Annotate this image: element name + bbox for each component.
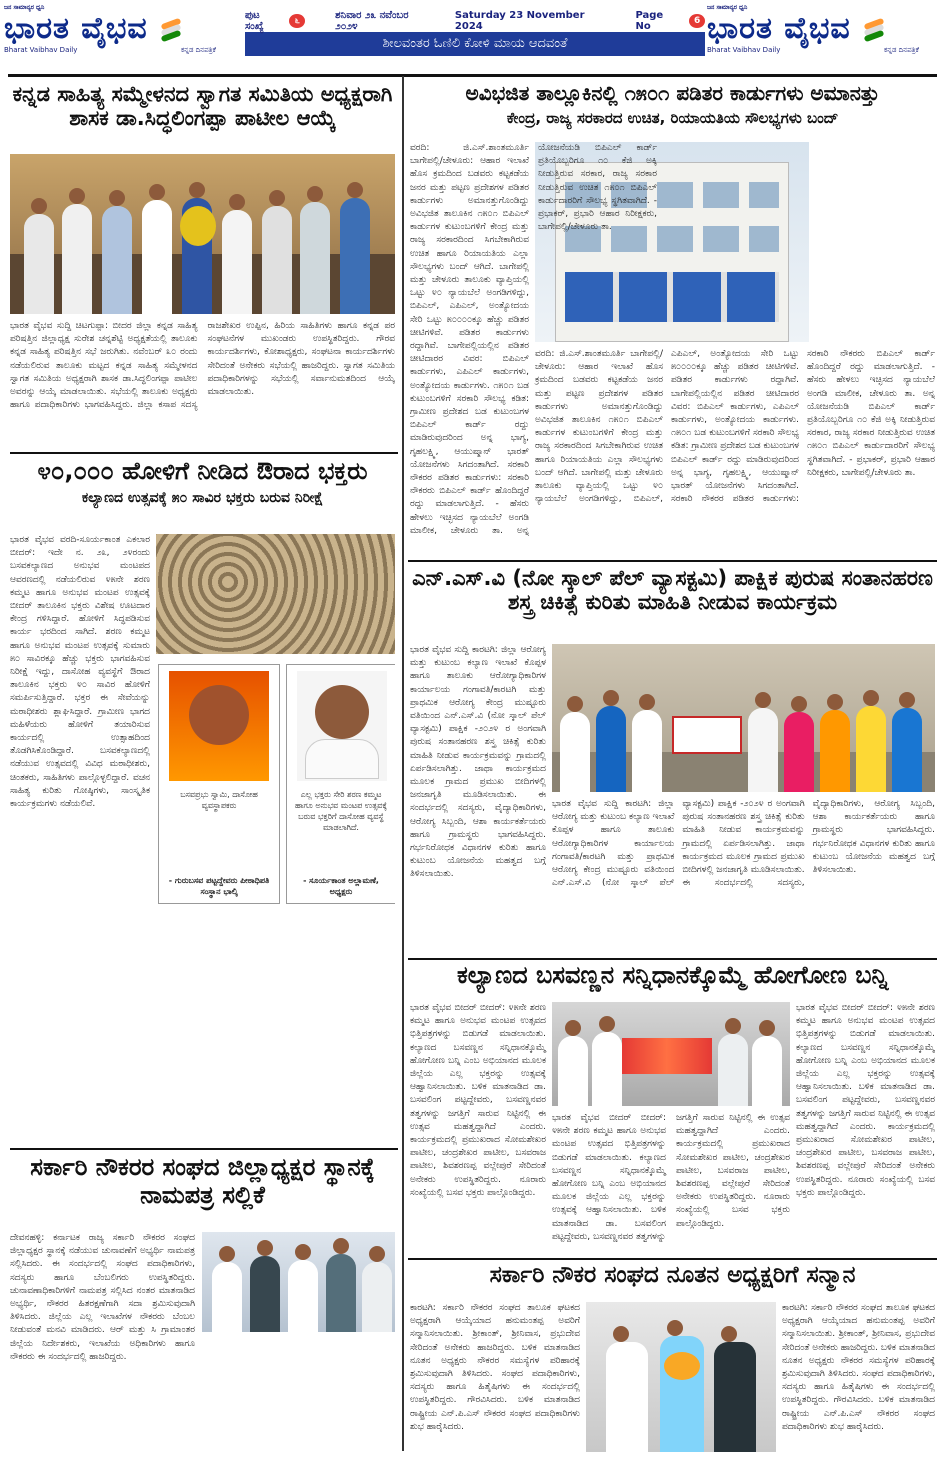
section-rule [10, 452, 398, 454]
article-body-left: ಕಾರಟಗಿ: ಸರ್ಕಾರಿ ನೌಕರರ ಸಂಘದ ತಾಲೂಕ ಘಟಕದ ಅಧ್ಯಕ್ಷರಾಗಿ ಆಯ್ಕೆಯಾದ ಹನುಮಂತಪ್ಪ ಅವರಿಗೆ ಸನ್ಮಾನಿಸಲಾಯಿತು. ಶ್ರೀಕಾಂತ್, ಶ್ರೀನಿವಾಸ, ಪ್ರಭುದೇವ ಸೇರಿದಂತೆ ಅನೇಕರು ಹಾಜರಿದ್ದರು. ಬಳಿಕ ಮಾತನಾಡಿದ ನೂತನ ಅಧ್ಯಕ್ಷರು ನೌಕರರ ಸಮಸ್ಯೆಗಳ ಪರಿಹಾರಕ್ಕೆ ಶ್ರಮಿಸುವುದಾಗಿ ತಿಳಿಸಿದರು. ಸಂಘದ ಪದಾಧಿಕಾರಿಗಳು, ಸದಸ್ಯರು ಹಾಗೂ ಹಿತೈಷಿಗಳು ಈ ಸಂದರ್ಭದಲ್ಲಿ ಉಪಸ್ಥಿತರಿದ್ದರು. ಗೌರವಿಸಿದರು. ಬಳಿಕ ಮಾತನಾಡಿದ ರಾಷ್ಟ್ರೀಯ ಎನ್.ಪಿ.ಎಸ್ ನೌಕರರ ಸಂಘದ ಪದಾಧಿಕಾರಿಗಳು ಶುಭ ಹಾರೈಸಿದರು. [410, 1303, 580, 1432]
headline: ಕನ್ನಡ ಸಾಹಿತ್ಯ ಸಮ್ಮೇಳನದ ಸ್ವಾಗತ ಸಮಿತಿಯ ಅಧ್ಯಕ್ಷರಾಗಿ ಶಾಸಕ ಡಾ.ಸಿದ್ಧಲಿಂಗಪ್ಪಾ ಪಾಟೀಲ ಆಯ್ಕೆ [12, 82, 393, 131]
subhead: ಕೇಂದ್ರ, ರಾಜ್ಯ ಸರಕಾರದ ಉಚಿತ, ರಿಯಾಯತಿಯ ಸೌಲಭ್ಯಗಳು ಬಂದ್ [506, 109, 839, 127]
date-kn: ಶನಿವಾರ ೨೩ ನವೆಂಬರ ೨೦೨೪ [335, 10, 409, 32]
article-body: ಭಾರತ ವೈಭವ ಸುದ್ದಿ ಚಿಟಗುಪ್ಪಾ: ಬೀದರ ಜಿಲ್ಲಾ ಕನ್ನಡ ಸಾಹಿತ್ಯ ಪರಿಷತ್ತಿನ ಜಿಲ್ಲಾಧ್ಯಕ್ಷ ಸುರೇಶ ಚನ್ನಶೆಟ್ಟಿ ಅಧ್ಯಕ್ಷತೆಯಲ್ಲಿ ತಾಲೂಕು ಕನ್ನಡ ಸಾಹಿತ್ಯ ಪರಿಷತ್ತಿನ ಸಭೆ ಜರುಗಿತು. ನವೆಂಬರ್ ೩೦ ರಂದು ನಡೆಯಲಿರುವ ತಾಲೂಕು ಮಟ್ಟದ ಕನ್ನಡ ಸಾಹಿತ್ಯ ಸಮ್ಮೇಳನದ ಸ್ವಾಗತ ಸಮಿತಿಯ ಅಧ್ಯಕ್ಷರಾಗಿ ಶಾಸಕ ಡಾ.ಸಿದ್ಧಲಿಂಗಪ್ಪಾ ಪಾಟೀಲ ಅವರನ್ನು ಆಯ್ಕೆ ಮಾಡಲಾಯಿತು. ಸಭೆಯಲ್ಲಿ ತಾಲೂಕು ಅಧ್ಯಕ್ಷರು ಹಾಗೂ ಪದಾಧಿಕಾರಿಗಳು ಭಾಗವಹಿಸಿದ್ದರು. ಜಿಲ್ಲಾ ಕಸಾಪ ಸದಸ್ಯ ರಾಜಶೇಖರ ಉಪ್ಪಿನ, ಹಿರಿಯ ಸಾಹಿತಿಗಳು ಹಾಗೂ ಕನ್ನಡ ಪರ ಸಂಘಟನೆಗಳ ಮುಖಂಡರು ಉಪಸ್ಥಿತರಿದ್ದರು. ಗೌರವ ಕಾರ್ಯದರ್ಶಿಗಳು, ಕೋಶಾಧ್ಯಕ್ಷರು, ಸಂಘಟನಾ ಕಾರ್ಯದರ್ಶಿಗಳು ಸೇರಿದಂತೆ ಅನೇಕರು ಸಭೆಯಲ್ಲಿ ಹಾಜರಿದ್ದರು. ಸ್ವಾಗತ ಸಮಿತಿಯ ಪದಾಧಿಕಾರಿಗಳನ್ನು ಸಭೆಯಲ್ಲಿ ಸರ್ವಾನುಮತದಿಂದ ಆಯ್ಕೆ ಮಾಡಲಾಯಿತು. [10, 321, 395, 411]
photo-nomination [202, 1232, 395, 1332]
caption-president: ಎಲ್ಲ ಭಕ್ತರು ಸೇರಿ ಶರಣ ಕಮ್ಮಟ ಹಾಗೂ ಅನುಭವ ಮಂಟಪ ಉತ್ಸವಕ್ಕೆ ಬರುವ ಭಕ್ತರಿಗೆ ದಾಸೋಹ ವ್ಯವಸ್ಥೆ ಮಾಡಲಾಗಿದೆ. [294, 790, 388, 832]
masthead-rule [8, 74, 937, 77]
date-en: Saturday 23 November 2024 [454, 10, 585, 32]
issue-info [245, 10, 705, 32]
article-felicitation-president [410, 1262, 935, 1454]
logo-tagline: ಜನ ಸಾಮಾನ್ಯರ ಧ್ವನಿ [4, 4, 45, 11]
headline: ೪೦,೦೦೦ ಹೋಳಿಗೆ ನೀಡಿದ ಔರಾದ ಭಕ್ತರು [37, 458, 368, 485]
article-kalyana-basavanna [410, 962, 935, 1254]
section-rule [408, 1258, 937, 1260]
logo-sub-en-right: Bharat Vaibhav Daily [707, 46, 781, 54]
date-band [245, 10, 705, 56]
page-number-en: 6 [689, 14, 705, 28]
tagline-strip: ಶೀಲವಂತರ ಓಣಿಲಿ ಕೋಳಿ ಮಾಯ ಆದವಂತೆ [245, 32, 705, 56]
article-body-continued: ವರದಿ: ಜಿ.ಎಸ್.ಶಾಂತಮೂರ್ತಿ ಬಾಗೇಪಲ್ಲಿ/ಚೇಳೂರು: ಆಹಾರ ಇಲಾಖೆ ಹೊಸ ಕ್ರಮದಿಂದ ಬಡವರು ಕಟ್ಟಕಡೆಯ ಜನರ ಮತ್ತು ಪಟ್ಟಣ ಪ್ರದೇಶಗಳ ಪಡಿತರ ಕಾರ್ಡುಗಳು ಅಮಾನತ್ತುಗೊಂಡಿದ್ದು ಅವಿಭಜಿತ ತಾಲೂಕಿನ ೧೫೦೧ ಬಿಪಿಎಲ್ ಕಾರ್ಡುಗಳ ಕುಟುಂಬಗಳಿಗೆ ಕೇಂದ್ರ ಮತ್ತು ರಾಜ್ಯ ಸರಕಾರದಿಂದ ಸಿಗಬೇಕಾಗಿರುವ ಉಚಿತ ಹಾಗೂ ರಿಯಾಯತಿಯ ಎಲ್ಲಾ ಸೌಲಭ್ಯಗಳು ಬಂದ್ ಆಗಿದೆ. ಬಾಗೇಪಲ್ಲಿ ಮತ್ತು ಚೇಳೂರು ತಾಲೂಕು ವ್ಯಾಪ್ತಿಯಲ್ಲಿ ಒಟ್ಟು ೪೦ ನ್ಯಾಯಬೆಲೆ ಅಂಗಡಿಗಳಿದ್ದು, ಬಿಪಿಎಲ್, ಎಪಿಎಲ್, ಅಂತ್ಯೋದಯ ಸೇರಿ ಒಟ್ಟು ೫೦೦೦೦ಕ್ಕೂ ಹೆಚ್ಚು ಪಡಿತರ ಚೀಟಿಗಳಿವೆ. ಪಡಿತರ ಕಾರ್ಡುಗಳು ರದ್ದಾಗಿವೆ. ಬಾಗೇಪಲ್ಲಿಯಲ್ಲಿನ ಪಡಿತರ ಚೀಟಿದಾರರ ವಿವರ: ಬಿಪಿಎಲ್ ಕಾರ್ಡುಗಳು, ಎಪಿಎಲ್ ಕಾರ್ಡುಗಳು, ಅಂತ್ಯೋದಯ ಕಾರ್ಡುಗಳು. ೧೫೦೧ ಬಡ ಕುಟುಂಬಗಳಿಗೆ ಸರಕಾರಿ ಸೌಲಭ್ಯ ಕಡಿತ: ಗ್ರಾಮೀಣ ಪ್ರದೇಶದ ಬಡ ಕುಟುಂಬಗಳ ಬಿಪಿಎಲ್ ಕಾರ್ಡ್ ರದ್ದು ಮಾಡಿರುವುದರಿಂದ ಅನ್ನ ಭಾಗ್ಯ, ಗೃಹಲಕ್ಷ್ಮಿ, ಆಯುಷ್ಮಾನ್ ಭಾರತ್ ಯೋಜನೆಗಳು ಸಿಗದಂತಾಗಿದೆ. ಸರಕಾರಿ ನೌಕರರ ಪಡಿತರ ಕಾರ್ಡುಗಳು: ಸರಕಾರಿ ನೌಕರರು ಬಿಪಿಎಲ್ ಕಾರ್ಡ್ ಹೊಂದಿದ್ದರೆ ರದ್ದು ಮಾಡಲಾಗುತ್ತಿದೆ. - ಹೆಸರು ಹೇಳಲು ಇಚ್ಛಿಸದ ನ್ಯಾಯಬೆಲೆ ಅಂಗಡಿ ಮಾಲೀಕ, ಚೇಳೂರು ತಾ. ಅನ್ನ ಯೋಜನೆಯಡಿ ಬಿಪಿಎಲ್ ಕಾರ್ಡ್ ಪ್ರತಿಯೊಬ್ಬರಿಗೂ ೧೦ ಕೆಜಿ ಅಕ್ಕಿ ನೀಡುತ್ತಿರುವ ಸರಕಾರ, ರಾಜ್ಯ ಸರಕಾರ ನೀಡುತ್ತಿರುವ ಉಚಿತ ೧೫೦೧ ಬಿಪಿಎಲ್ ಕಾರ್ಡುದಾರರಿಗೆ ಸೌಲಭ್ಯ ಸ್ಥಗಿತವಾಗಿದೆ. - ಪ್ರಭಾಕರ್, ಪ್ರಭಾರಿ ಆಹಾರ ನಿರೀಕ್ಷಕರು, ಬಾಗೇಪಲ್ಲಿ/ಚೇಳೂರು ತಾ. [535, 349, 935, 505]
section-rule [10, 1148, 398, 1150]
profile-card-president [286, 664, 395, 904]
headline: ಎನ್.ಎಸ್.ವಿ (ನೋ ಸ್ಕಾಲ್ ಪೆಲ್ ವ್ಯಾಸಕ್ಟಮಿ) ಪಾಕ್ಷಿಕ ಪುರುಷ ಸಂತಾನಹರಣ ಶಸ್ತ್ರ ಚಿಕಿತ್ಸೆ ಕುರಿತು ಮಾಹಿತಿ ನೀಡುವ ಕಾರ್ಯಕ್ರಮ [412, 566, 933, 615]
logo-sub-en: Bharat Vaibhav Daily [4, 46, 78, 54]
photo-awareness-rally [552, 644, 935, 792]
headline: ಸರ್ಕಾರಿ ನೌಕರ ಸಂಘದ ನೂತನ ಅಧ್ಯಕ್ಷರಿಗೆ ಸನ್ಮಾನ [489, 1262, 856, 1288]
page-number-kn: ೬ [289, 14, 305, 28]
logo-left [4, 4, 236, 66]
article-nsv-vasectomy [410, 566, 935, 956]
logo-name-right [707, 12, 939, 46]
section-rule [408, 958, 937, 960]
logo-name-text: ಭಾರತ ವೈಭವ [4, 11, 148, 46]
article-body-continued: ಭಾರತ ವೈಭವ ಬೀದರ್ ಬೀದರ್: ೪೫ನೇ ಶರಣ ಕಮ್ಮಟ ಹಾಗೂ ಅನುಭವ ಮಂಟಪ ಉತ್ಸವದ ಭಿತ್ತಿಪತ್ರಗಳನ್ನು ಬಿಡುಗಡೆ ಮಾಡಲಾಯಿತು. ಕಲ್ಯಾಣದ ಬಸವಣ್ಣನ ಸನ್ನಿಧಾನಕ್ಕೊಮ್ಮೆ ಹೋಗೋಣ ಬನ್ನಿ ಎಂಬ ಅಭಿಯಾನದ ಮೂಲಕ ಜಿಲ್ಲೆಯ ಎಲ್ಲ ಭಕ್ತರನ್ನು ಉತ್ಸವಕ್ಕೆ ಆಹ್ವಾನಿಸಲಾಯಿತು. ಬಳಿಕ ಮಾತನಾಡಿದ ಡಾ. ಬಸವಲಿಂಗ ಪಟ್ಟದ್ದೇವರು, ಬಸವಣ್ಣನವರ ತತ್ವಗಳನ್ನು ಜಗತ್ತಿಗೆ ಸಾರುವ ನಿಟ್ಟಿನಲ್ಲಿ ಈ ಉತ್ಸವ ಮಹತ್ವದ್ದಾಗಿದೆ ಎಂದರು. ಕಾರ್ಯಕ್ರಮದಲ್ಲಿ ಪ್ರಮುಖರಾದ ಸೋಮಶೇಖರ ಪಾಟೀಲ, ಚಂದ್ರಶೇಖರ ಪಾಟೀಲ, ಬಸವರಾಜ ಪಾಟೀಲ, ಶಿವಶರಣಪ್ಪ ವಲ್ಲೇಪುರೆ ಸೇರಿದಂತೆ ಅನೇಕರು ಉಪಸ್ಥಿತರಿದ್ದರು. ನೂರಾರು ಸಂಖ್ಯೆಯಲ್ಲಿ ಬಸವ ಭಕ್ತರು ಪಾಲ್ಗೊಂಡಿದ್ದರು. [552, 1113, 790, 1242]
photo-group-felicitation [10, 154, 395, 314]
photo-poster-release [552, 1002, 790, 1106]
profile-card-swamiji [158, 664, 280, 904]
subhead: ಕಲ್ಯಾಣದ ಉತ್ಸವಕ್ಕೆ ೫೦ ಸಾವಿರ ಭಕ್ತರು ಬರುವ ನಿರೀಕ್ಷೆ [81, 490, 324, 506]
article-sahitya-sammelana [10, 82, 395, 450]
article-body-left: ವರದಿ: ಜಿ.ಎಸ್.ಶಾಂತಮೂರ್ತಿ ಬಾಗೇಪಲ್ಲಿ/ಚೇಳೂರು: ಆಹಾರ ಇಲಾಖೆ ಹೊಸ ಕ್ರಮದಿಂದ ಬಡವರು ಕಟ್ಟಕಡೆಯ ಜನರ ಮತ್ತು ಪಟ್ಟಣ ಪ್ರದೇಶಗಳ ಪಡಿತರ ಕಾರ್ಡುಗಳು ಅಮಾನತ್ತುಗೊಂಡಿದ್ದು ಅವಿಭಜಿತ ತಾಲೂಕಿನ ೧೫೦೧ ಬಿಪಿಎಲ್ ಕಾರ್ಡುಗಳ ಕುಟುಂಬಗಳಿಗೆ ಕೇಂದ್ರ ಮತ್ತು ರಾಜ್ಯ ಸರಕಾರದಿಂದ ಸಿಗಬೇಕಾಗಿರುವ ಉಚಿತ ಹಾಗೂ ರಿಯಾಯತಿಯ ಎಲ್ಲಾ ಸೌಲಭ್ಯಗಳು ಬಂದ್ ಆಗಿದೆ. ಬಾಗೇಪಲ್ಲಿ ಮತ್ತು ಚೇಳೂರು ತಾಲೂಕು ವ್ಯಾಪ್ತಿಯಲ್ಲಿ ಒಟ್ಟು ೪೦ ನ್ಯಾಯಬೆಲೆ ಅಂಗಡಿಗಳಿದ್ದು, ಬಿಪಿಎಲ್, ಎಪಿಎಲ್, ಅಂತ್ಯೋದಯ ಸೇರಿ ಒಟ್ಟು ೫೦೦೦೦ಕ್ಕೂ ಹೆಚ್ಚು ಪಡಿತರ ಚೀಟಿಗಳಿವೆ. ಪಡಿತರ ಕಾರ್ಡುಗಳು ರದ್ದಾಗಿವೆ. ಬಾಗೇಪಲ್ಲಿಯಲ್ಲಿನ ಪಡಿತರ ಚೀಟಿದಾರರ ವಿವರ: ಬಿಪಿಎಲ್ ಕಾರ್ಡುಗಳು, ಎಪಿಎಲ್ ಕಾರ್ಡುಗಳು, ಅಂತ್ಯೋದಯ ಕಾರ್ಡುಗಳು. ೧೫೦೧ ಬಡ ಕುಟುಂಬಗಳಿಗೆ ಸರಕಾರಿ ಸೌಲಭ್ಯ ಕಡಿತ: ಗ್ರಾಮೀಣ ಪ್ರದೇಶದ ಬಡ ಕುಟುಂಬಗಳ ಬಿಪಿಎಲ್ ಕಾರ್ಡ್ ರದ್ದು ಮಾಡಿರುವುದರಿಂದ ಅನ್ನ ಭಾಗ್ಯ, ಗೃಹಲಕ್ಷ್ಮಿ, ಆಯುಷ್ಮಾನ್ ಭಾರತ್ ಯೋಜನೆಗಳು ಸಿಗದಂತಾಗಿದೆ. ಸರಕಾರಿ ನೌಕರರ ಪಡಿತರ ಕಾರ್ಡುಗಳು: ಸರಕಾರಿ ನೌಕರರು ಬಿಪಿಎಲ್ ಕಾರ್ಡ್ ಹೊಂದಿದ್ದರೆ ರದ್ದು ಮಾಡಲಾಗುತ್ತಿದೆ. - ಹೆಸರು ಹೇಳಲು ಇಚ್ಛಿಸದ ನ್ಯಾಯಬೆಲೆ ಅಂಗಡಿ ಮಾಲೀಕ, ಚೇಳೂರು ತಾ. ಅನ್ನ [410, 143, 529, 536]
logo-sub-kn: ಕನ್ನಡ ದಿನಪತ್ರಿಕೆ [180, 46, 216, 54]
article-body-left: ಭಾರತ ವೈಭವ ಸುದ್ದಿ ಕಾರಟಗಿ: ಜಿಲ್ಲಾ ಆರೋಗ್ಯ ಮತ್ತು ಕುಟುಂಬ ಕಲ್ಯಾಣ ಇಲಾಖೆ ಕೊಪ್ಪಳ ಹಾಗೂ ತಾಲೂಕು ಆರೋಗ್ಯಾಧಿಕಾರಿಗಳ ಕಾರ್ಯಾಲಯ ಗಂಗಾವತಿ/ಕಾರಟಗಿ ಮತ್ತು ಪ್ರಾಥಮಿಕ ಆರೋಗ್ಯ ಕೇಂದ್ರ ಮುಷ್ಟೂರು ವತಿಯಿಂದ ಎನ್.ಎಸ್.ವಿ (ನೋ ಸ್ಕಾಲ್ ಪೆಲ್ ವ್ಯಾಸಕ್ಟಮಿ) ಪಾಕ್ಷಿಕ -೨೦೨೪ ರ ಅಂಗವಾಗಿ ಪುರುಷ ಸಂತಾನಹರಣ ಶಸ್ತ್ರ ಚಿಕಿತ್ಸೆ ಕುರಿತು ಮಾಹಿತಿ ನೀಡುವ ಕಾರ್ಯಕ್ರಮವನ್ನು ಗ್ರಾಮದಲ್ಲಿ ಏರ್ಪಡಿಸಲಾಗಿತ್ತು. ಜಾಥಾ ಕಾರ್ಯಕ್ರಮದ ಮೂಲಕ ಗ್ರಾಮದ ಪ್ರಮುಖ ಬೀದಿಗಳಲ್ಲಿ ಜನಜಾಗೃತಿ ಮೂಡಿಸಲಾಯಿತು. ಈ ಸಂದರ್ಭದಲ್ಲಿ ಸದಸ್ಯರು, ವೈದ್ಯಾಧಿಕಾರಿಗಳು, ಆರೋಗ್ಯ ಸಿಬ್ಬಂದಿ, ಆಶಾ ಕಾರ್ಯಕರ್ತೆಯರು ಹಾಗೂ ಗ್ರಾಮಸ್ಥರು ಭಾಗವಹಿಸಿದ್ದರು. ಗರ್ಭನಿರೋಧಕ ವಿಧಾನಗಳ ಕುರಿತು ಹಾಗೂ ಕುಟುಂಬ ಯೋಜನೆಯ ಮಹತ್ವದ ಬಗ್ಗೆ ತಿಳಿಸಲಾಯಿತು. [410, 645, 546, 880]
logo-name-text-right: ಭಾರತ ವೈಭವ [707, 11, 851, 46]
headline: ಸರ್ಕಾರಿ ನೌಕರರ ಸಂಘದ ಜಿಲ್ಲಾಧ್ಯಕ್ಷರ ಸ್ಥಾನಕ್ಕೆ ನಾಮಪತ್ರ ಸಲ್ಲಿಕೆ [30, 1154, 375, 1209]
section-rule [408, 560, 937, 562]
logo-sub [4, 46, 236, 55]
article-body: ಭಾರತ ವೈಭವ ವರದಿ-ಸೂರ್ಯಕಾಂತ ಎಕಲಾರ ಬೀದರ್: ಇದೇ ನ. ೨೩, ೨೪ರಂದು ಬಸವಕಲ್ಯಾಣದ ಅನುಭವ ಮಂಟಪದ ಆವರಣದಲ್ಲಿ ನಡೆಯಲಿರುವ ೪೫ನೇ ಶರಣ ಕಮ್ಮಟ ಹಾಗೂ ಅನುಭವ ಮಂಟಪ ಉತ್ಸವಕ್ಕೆ ಬೀದರ್ ತಾಲೂಕಿನ ಭಕ್ತರು ವಿಶೇಷ ಊಟದಾರ ಕೇಂದ್ರ ಗಳಿಸಿದ್ದಾರೆ. ಹೋಳಿಗೆ ಸಿದ್ಧಪಡಿಸುವ ಕಾರ್ಯ ಭರದಿಂದ ಸಾಗಿದೆ. ಶರಣ ಕಮ್ಮಟ ಹಾಗೂ ಅನುಭವ ಮಂಟಪ ಉತ್ಸವಕ್ಕೆ ಸುಮಾರು ೫೦ ಸಾವಿರಕ್ಕೂ ಹೆಚ್ಚು ಭಕ್ತರು ಭಾಗವಹಿಸುವ ನಿರೀಕ್ಷೆ ಇದ್ದು, ದಾಸೋಹ ವ್ಯವಸ್ಥೆಗೆ ಔರಾದ ತಾಲೂಕಿನ ಭಕ್ತರು ೪೦ ಸಾವಿರ ಹೋಳಿಗೆ ಸಮರ್ಪಿಸುತ್ತಿದ್ದಾರೆ. ಭಕ್ತರ ಈ ಸೇವೆಯನ್ನು ಮಠಾಧೀಶರು ಶ್ಲಾಘಿಸಿದ್ದಾರೆ. ಗ್ರಾಮೀಣ ಭಾಗದ ಮಹಿಳೆಯರು ಹೋಳಿಗೆ ತಯಾರಿಸುವ ಕಾರ್ಯದಲ್ಲಿ ಉತ್ಸಾಹದಿಂದ ತೊಡಗಿಸಿಕೊಂಡಿದ್ದಾರೆ. ಬಸವಕಲ್ಯಾಣದಲ್ಲಿ ನಡೆಯುವ ಉತ್ಸವದಲ್ಲಿ ವಿವಿಧ ಮಠಾಧೀಶರು, ಚಿಂತಕರು, ಸಾಹಿತಿಗಳು ಪಾಲ್ಗೊಳ್ಳಲಿದ್ದಾರೆ. ವಚನ ಸಾಹಿತ್ಯ ಕುರಿತು ಗೋಷ್ಠಿಗಳು, ಸಾಂಸ್ಕೃತಿಕ ಕಾರ್ಯಕ್ರಮಗಳು ನಡೆಯಲಿವೆ. [10, 535, 150, 810]
article-body: ದೇವನಹಳ್ಳಿ: ಕರ್ನಾಟಕ ರಾಜ್ಯ ಸರ್ಕಾರಿ ನೌಕರರ ಸಂಘದ ಜಿಲ್ಲಾಧ್ಯಕ್ಷರ ಸ್ಥಾನಕ್ಕೆ ನಡೆಯುವ ಚುನಾವಣೆಗೆ ಅಭ್ಯರ್ಥಿ ನಾಮಪತ್ರ ಸಲ್ಲಿಸಿದರು. ಈ ಸಂದರ್ಭದಲ್ಲಿ ಸಂಘದ ಪದಾಧಿಕಾರಿಗಳು, ಸದಸ್ಯರು ಹಾಗೂ ಬೆಂಬಲಿಗರು ಉಪಸ್ಥಿತರಿದ್ದರು. ಚುನಾವಣಾಧಿಕಾರಿಗಳಿಗೆ ನಾಮಪತ್ರ ಸಲ್ಲಿಸಿದ ನಂತರ ಮಾತನಾಡಿದ ಅಭ್ಯರ್ಥಿ, ನೌಕರರ ಹಿತರಕ್ಷಣೆಗಾಗಿ ಸದಾ ಶ್ರಮಿಸುವುದಾಗಿ ತಿಳಿಸಿದರು. ಜಿಲ್ಲೆಯ ಎಲ್ಲ ಇಲಾಖೆಗಳ ನೌಕರರು ಬೆಂಬಲ ನೀಡುವಂತೆ ಮನವಿ ಮಾಡಿದರು. ಆರ್ ಮತ್ತು ಸಿ ಗ್ರಾಮಾಂತರ ಜಿಲ್ಲೆಯ ನಿರ್ದೇಶಕರು, ಇಲಾಖೆಯ ಅಧಿಕಾರಿಗಳು ಹಾಗೂ ನೌಕರರು ಈ ಸಂದರ್ಭದಲ್ಲಿ ಹಾಜರಿದ್ದರು. [10, 1233, 195, 1362]
flag-icon [159, 19, 185, 41]
photo-felicitation [586, 1302, 776, 1452]
caption-swamiji: ಬಸವಪ್ರಭು ಸ್ವಾಮಿ, ದಾಸೋಹ ವ್ಯವಸ್ಥಾಪಕರು [180, 790, 258, 810]
article-body-left: ಭಾರತ ವೈಭವ ಬೀದರ್ ಬೀದರ್: ೪೫ನೇ ಶರಣ ಕಮ್ಮಟ ಹಾಗೂ ಅನುಭವ ಮಂಟಪ ಉತ್ಸವದ ಭಿತ್ತಿಪತ್ರಗಳನ್ನು ಬಿಡುಗಡೆ ಮಾಡಲಾಯಿತು. ಕಲ್ಯಾಣದ ಬಸವಣ್ಣನ ಸನ್ನಿಧಾನಕ್ಕೊಮ್ಮೆ ಹೋಗೋಣ ಬನ್ನಿ ಎಂಬ ಅಭಿಯಾನದ ಮೂಲಕ ಜಿಲ್ಲೆಯ ಎಲ್ಲ ಭಕ್ತರನ್ನು ಉತ್ಸವಕ್ಕೆ ಆಹ್ವಾನಿಸಲಾಯಿತು. ಬಳಿಕ ಮಾತನಾಡಿದ ಡಾ. ಬಸವಲಿಂಗ ಪಟ್ಟದ್ದೇವರು, ಬಸವಣ್ಣನವರ ತತ್ವಗಳನ್ನು ಜಗತ್ತಿಗೆ ಸಾರುವ ನಿಟ್ಟಿನಲ್ಲಿ ಈ ಉತ್ಸವ ಮಹತ್ವದ್ದಾಗಿದೆ ಎಂದರು. ಕಾರ್ಯಕ್ರಮದಲ್ಲಿ ಪ್ರಮುಖರಾದ ಸೋಮಶೇಖರ ಪಾಟೀಲ, ಚಂದ್ರಶೇಖರ ಪಾಟೀಲ, ಬಸವರಾಜ ಪಾಟೀಲ, ಶಿವಶರಣಪ್ಪ ವಲ್ಲೇಪುರೆ ಸೇರಿದಂತೆ ಅನೇಕರು ಉಪಸ್ಥಿತರಿದ್ದರು. ನೂರಾರು ಸಂಖ್ಯೆಯಲ್ಲಿ ಬಸವ ಭಕ್ತರು ಪಾಲ್ಗೊಂಡಿದ್ದರು. [410, 1003, 546, 1198]
article-body-right: ಕಾರಟಗಿ: ಸರ್ಕಾರಿ ನೌಕರರ ಸಂಘದ ತಾಲೂಕ ಘಟಕದ ಅಧ್ಯಕ್ಷರಾಗಿ ಆಯ್ಕೆಯಾದ ಹನುಮಂತಪ್ಪ ಅವರಿಗೆ ಸನ್ಮಾನಿಸಲಾಯಿತು. ಶ್ರೀಕಾಂತ್, ಶ್ರೀನಿವಾಸ, ಪ್ರಭುದೇವ ಸೇರಿದಂತೆ ಅನೇಕರು ಹಾಜರಿದ್ದರು. ಬಳಿಕ ಮಾತನಾಡಿದ ನೂತನ ಅಧ್ಯಕ್ಷರು ನೌಕರರ ಸಮಸ್ಯೆಗಳ ಪರಿಹಾರಕ್ಕೆ ಶ್ರಮಿಸುವುದಾಗಿ ತಿಳಿಸಿದರು. ಸಂಘದ ಪದಾಧಿಕಾರಿಗಳು, ಸದಸ್ಯರು ಹಾಗೂ ಹಿತೈಷಿಗಳು ಈ ಸಂದರ್ಭದಲ್ಲಿ ಉಪಸ್ಥಿತರಿದ್ದರು. ಗೌರವಿಸಿದರು. ಬಳಿಕ ಮಾತನಾಡಿದ ರಾಷ್ಟ್ರೀಯ ಎನ್.ಪಿ.ಎಸ್ ನೌಕರರ ಸಂಘದ ಪದಾಧಿಕಾರಿಗಳು ಶುಭ ಹಾರೈಸಿದರು. [782, 1303, 935, 1432]
article-holige [10, 458, 395, 1046]
article-ration-cards [410, 82, 935, 550]
headline: ಕಲ್ಯಾಣದ ಬಸವಣ್ಣನ ಸನ್ನಿಧಾನಕ್ಕೊಮ್ಮೆ ಹೋಗೋಣ ಬನ್ನಿ [456, 962, 889, 989]
article-nomination [10, 1154, 395, 1454]
page-label-kn: ಪುಟ ಸಂಖ್ಯೆ [245, 10, 264, 32]
logo-name [4, 12, 236, 46]
caption-president-sign: - ಸೂರ್ಯಕಾಂತ ಅಲ್ಲಾಮಣೆ, ಅಧ್ಯಕ್ಷರು [303, 876, 379, 896]
headline: ಅವಿಭಜಿತ ತಾಲ್ಲೂಕಿನಲ್ಲಿ ೧೫೦೧ ಪಡಿತರ ಕಾರ್ಡುಗಳು ಅಮಾನತ್ತು [465, 82, 880, 105]
photo-holige-trays [156, 534, 395, 654]
flag-icon [862, 19, 888, 41]
column-divider [402, 76, 404, 1451]
article-body-right: ಭಾರತ ವೈಭವ ಬೀದರ್ ಬೀದರ್: ೪೫ನೇ ಶರಣ ಕಮ್ಮಟ ಹಾಗೂ ಅನುಭವ ಮಂಟಪ ಉತ್ಸವದ ಭಿತ್ತಿಪತ್ರಗಳನ್ನು ಬಿಡುಗಡೆ ಮಾಡಲಾಯಿತು. ಕಲ್ಯಾಣದ ಬಸವಣ್ಣನ ಸನ್ನಿಧಾನಕ್ಕೊಮ್ಮೆ ಹೋಗೋಣ ಬನ್ನಿ ಎಂಬ ಅಭಿಯಾನದ ಮೂಲಕ ಜಿಲ್ಲೆಯ ಎಲ್ಲ ಭಕ್ತರನ್ನು ಉತ್ಸವಕ್ಕೆ ಆಹ್ವಾನಿಸಲಾಯಿತು. ಬಳಿಕ ಮಾತನಾಡಿದ ಡಾ. ಬಸವಲಿಂಗ ಪಟ್ಟದ್ದೇವರು, ಬಸವಣ್ಣನವರ ತತ್ವಗಳನ್ನು ಜಗತ್ತಿಗೆ ಸಾರುವ ನಿಟ್ಟಿನಲ್ಲಿ ಈ ಉತ್ಸವ ಮಹತ್ವದ್ದಾಗಿದೆ ಎಂದರು. ಕಾರ್ಯಕ್ರಮದಲ್ಲಿ ಪ್ರಮುಖರಾದ ಸೋಮಶೇಖರ ಪಾಟೀಲ, ಚಂದ್ರಶೇಖರ ಪಾಟೀಲ, ಬಸವರಾಜ ಪಾಟೀಲ, ಶಿವಶರಣಪ್ಪ ವಲ್ಲೇಪುರೆ ಸೇರಿದಂತೆ ಅನೇಕರು ಉಪಸ್ಥಿತರಿದ್ದರು. ನೂರಾರು ಸಂಖ್ಯೆಯಲ್ಲಿ ಬಸವ ಭಕ್ತರು ಪಾಲ್ಗೊಂಡಿದ್ದರು. [796, 1003, 935, 1198]
masthead [0, 0, 945, 72]
logo-sub-kn-right: ಕನ್ನಡ ದಿನಪತ್ರಿಕೆ [883, 46, 919, 54]
caption-swamiji-sign: - ಗುರುಬಸವ ಪಟ್ಟದ್ದೇವರು ಪೀಠಾಧಿಪತಿ ಸಂಸ್ಥಾನ ಭಾಲ್ಕಿ [168, 876, 270, 896]
logo-tagline-right: ಜನ ಸಾಮಾನ್ಯರ ಧ್ವನಿ [707, 4, 748, 11]
article-body-continued: ಭಾರತ ವೈಭವ ಸುದ್ದಿ ಕಾರಟಗಿ: ಜಿಲ್ಲಾ ಆರೋಗ್ಯ ಮತ್ತು ಕುಟುಂಬ ಕಲ್ಯಾಣ ಇಲಾಖೆ ಕೊಪ್ಪಳ ಹಾಗೂ ತಾಲೂಕು ಆರೋಗ್ಯಾಧಿಕಾರಿಗಳ ಕಾರ್ಯಾಲಯ ಗಂಗಾವತಿ/ಕಾರಟಗಿ ಮತ್ತು ಪ್ರಾಥಮಿಕ ಆರೋಗ್ಯ ಕೇಂದ್ರ ಮುಷ್ಟೂರು ವತಿಯಿಂದ ಎನ್.ಎಸ್.ವಿ (ನೋ ಸ್ಕಾಲ್ ಪೆಲ್ ವ್ಯಾಸಕ್ಟಮಿ) ಪಾಕ್ಷಿಕ -೨೦೨೪ ರ ಅಂಗವಾಗಿ ಪುರುಷ ಸಂತಾನಹರಣ ಶಸ್ತ್ರ ಚಿಕಿತ್ಸೆ ಕುರಿತು ಮಾಹಿತಿ ನೀಡುವ ಕಾರ್ಯಕ್ರಮವನ್ನು ಗ್ರಾಮದಲ್ಲಿ ಏರ್ಪಡಿಸಲಾಗಿತ್ತು. ಜಾಥಾ ಕಾರ್ಯಕ್ರಮದ ಮೂಲಕ ಗ್ರಾಮದ ಪ್ರಮುಖ ಬೀದಿಗಳಲ್ಲಿ ಜನಜಾಗೃತಿ ಮೂಡಿಸಲಾಯಿತು. ಈ ಸಂದರ್ಭದಲ್ಲಿ ಸದಸ್ಯರು, ವೈದ್ಯಾಧಿಕಾರಿಗಳು, ಆರೋಗ್ಯ ಸಿಬ್ಬಂದಿ, ಆಶಾ ಕಾರ್ಯಕರ್ತೆಯರು ಹಾಗೂ ಗ್ರಾಮಸ್ಥರು ಭಾಗವಹಿಸಿದ್ದರು. ಗರ್ಭನಿರೋಧಕ ವಿಧಾನಗಳ ಕುರಿತು ಹಾಗೂ ಕುಟುಂಬ ಯೋಜನೆಯ ಮಹತ್ವದ ಬಗ್ಗೆ ತಿಳಿಸಲಾಯಿತು. [552, 799, 935, 889]
page-label-en: Page No [635, 10, 664, 32]
logo-sub-right [707, 46, 939, 55]
logo-right [707, 4, 939, 66]
